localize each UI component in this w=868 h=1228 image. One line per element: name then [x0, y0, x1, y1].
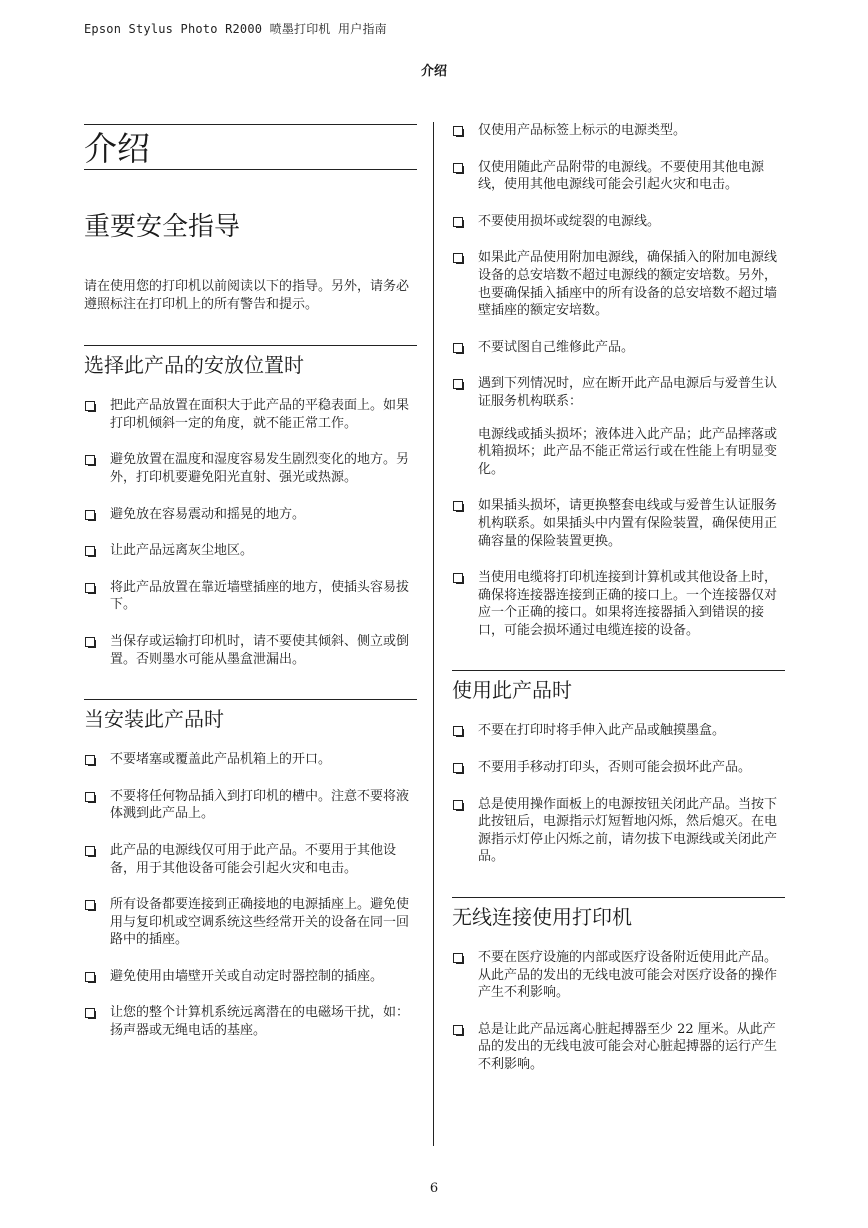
checkbox-bullet-icon — [453, 343, 463, 353]
list-item: 将此产品放置在靠近墙壁插座的地方，使插头容易拔下。 — [84, 579, 417, 614]
page-number: 6 — [429, 1181, 439, 1196]
list-item: 让此产品远离灰尘地区。 — [84, 542, 417, 560]
checkbox-bullet-icon — [453, 501, 463, 511]
list-item: 不要将任何物品插入到打印机的槽中。注意不要将液体溅到此产品上。 — [84, 788, 417, 823]
running-header: Epson Stylus Photo R2000 喷墨打印机 用户指南 — [84, 22, 387, 36]
list-item: 让您的整个计算机系统远离潜在的电磁场干扰，如：扬声器或无绳电话的基座。 — [84, 1004, 417, 1039]
checkbox-bullet-icon — [85, 510, 95, 520]
section-title-placement: 选择此产品的安放位置时 — [84, 345, 417, 379]
checkbox-bullet-icon — [453, 573, 463, 583]
checkbox-bullet-icon — [85, 972, 95, 982]
list-item: 总是让此产品远离心脏起搏器至少 22 厘米。从此产品的发出的无线电波可能会对心脏起搏器的运行产生不利影响。 — [452, 1021, 785, 1074]
list-item: 如果插头损坏，请更换整套电线或与爱普生认证服务机构联系。如果插头中内置有保险装置，确保使用正确容量的保险装置更换。 — [452, 497, 785, 550]
service-conditions-paragraph: 电源线或插头损坏；液体进入此产品；此产品摔落或机箱损坏；此产品不能正常运行或在性能上有明显变化。 — [478, 426, 778, 477]
checkbox-bullet-icon — [453, 253, 463, 263]
list-item: 不要堵塞或覆盖此产品机箱上的开口。 — [84, 751, 417, 769]
installation-list — [84, 751, 417, 1040]
section-title-wireless: 无线连接使用打印机 — [452, 897, 785, 931]
checkbox-bullet-icon — [453, 953, 463, 963]
checkbox-bullet-icon — [453, 126, 463, 136]
checkbox-bullet-icon — [85, 455, 95, 465]
checkbox-bullet-icon — [85, 583, 95, 593]
checkbox-bullet-icon — [85, 637, 95, 647]
power-list-continued — [452, 497, 785, 639]
checkbox-bullet-icon — [453, 379, 463, 389]
main-heading: 重要安全指导 — [84, 212, 241, 242]
checkbox-bullet-icon — [453, 800, 463, 810]
left-column — [84, 122, 417, 1059]
checkbox-bullet-icon — [453, 163, 463, 173]
section-header: 介绍 — [420, 64, 447, 79]
list-item: 当保存或运输打印机时，请不要使其倾斜、侧立或倒置。否则墨水可能从墨盒泄漏出。 — [84, 633, 417, 668]
checkbox-bullet-icon — [85, 846, 95, 856]
list-item: 避免放置在温度和湿度容易发生剧烈变化的地方。另外，打印机要避免阳光直射、强光或热源。 — [84, 451, 417, 486]
checkbox-bullet-icon — [85, 755, 95, 765]
list-item: 把此产品放置在面积大于此产品的平稳表面上。如果打印机倾斜一定的角度，就不能正常工作。 — [84, 397, 417, 432]
list-item: 总是使用操作面板上的电源按钮关闭此产品。当按下此按钮后，电源指示灯短暂地闪烁，然后熄灭。在电源指示灯停止闪烁之前，请勿拔下电源线或关闭此产品。 — [452, 796, 785, 866]
list-item: 不要在医疗设施的内部或医疗设备附近使用此产品。从此产品的发出的无线电波可能会对医疗设备的操作产生不利影响。 — [452, 949, 785, 1002]
list-item: 所有设备都要连接到正确接地的电源插座上。避免使用与复印机或空调系统这些经常开关的设备在同一回路中的插座。 — [84, 896, 417, 949]
list-item: 避免使用由墙壁开关或自动定时器控制的插座。 — [84, 968, 417, 986]
checkbox-bullet-icon — [85, 792, 95, 802]
checkbox-bullet-icon — [85, 900, 95, 910]
list-item: 避免放在容易震动和摇晃的地方。 — [84, 506, 417, 524]
list-item: 不要试图自己维修此产品。 — [452, 339, 785, 357]
column-divider — [433, 122, 434, 1146]
checkbox-bullet-icon — [453, 1025, 463, 1035]
usage-list — [452, 722, 785, 866]
checkbox-bullet-icon — [453, 763, 463, 773]
list-item: 如果此产品使用附加电源线，确保插入的附加电源线设备的总安培数不超过电源线的额定安培数。另外，也要确保插入插座中的所有设备的总安培数不超过墙壁插座的额定安培数。 — [452, 249, 785, 319]
wireless-list — [452, 949, 785, 1074]
placement-list — [84, 397, 417, 668]
list-item: 不要使用损坏或绽裂的电源线。 — [452, 213, 785, 231]
list-item: 遇到下列情况时，应在断开此产品电源后与爱普生认证服务机构联系： — [452, 375, 785, 410]
right-column — [452, 122, 785, 1093]
list-item: 不要在打印时将手伸入此产品或触摸墨盒。 — [452, 722, 785, 740]
list-item: 仅使用产品标签上标示的电源类型。 — [452, 122, 785, 140]
section-title-usage: 使用此产品时 — [452, 670, 785, 704]
list-item: 此产品的电源线仅可用于此产品。不要用于其他设备，用于其他设备可能会引起火灾和电击。 — [84, 842, 417, 877]
list-item: 仅使用随此产品附带的电源线。不要使用其他电源线，使用其他电源线可能会引起火灾和电击。 — [452, 159, 785, 194]
list-item: 不要用手移动打印头，否则可能会损坏此产品。 — [452, 759, 785, 777]
checkbox-bullet-icon — [453, 217, 463, 227]
checkbox-bullet-icon — [85, 401, 95, 411]
intro-paragraph: 请在使用您的打印机以前阅读以下的指导。另外，请务必遵照标注在打印机上的所有警告和提示。 — [84, 279, 410, 312]
list-item: 当使用电缆将打印机连接到计算机或其他设备上时，确保将连接器连接到正确的接口上。一个连接器仅对应一个正确的接口。如果将连接器插入到错误的接口，可能会损坏通过电缆连接的设备。 — [452, 569, 785, 639]
power-list — [452, 122, 785, 411]
checkbox-bullet-icon — [453, 726, 463, 736]
checkbox-bullet-icon — [85, 546, 95, 556]
chapter-title: 介绍 — [84, 124, 417, 170]
checkbox-bullet-icon — [85, 1008, 95, 1018]
section-title-installation: 当安装此产品时 — [84, 699, 417, 733]
